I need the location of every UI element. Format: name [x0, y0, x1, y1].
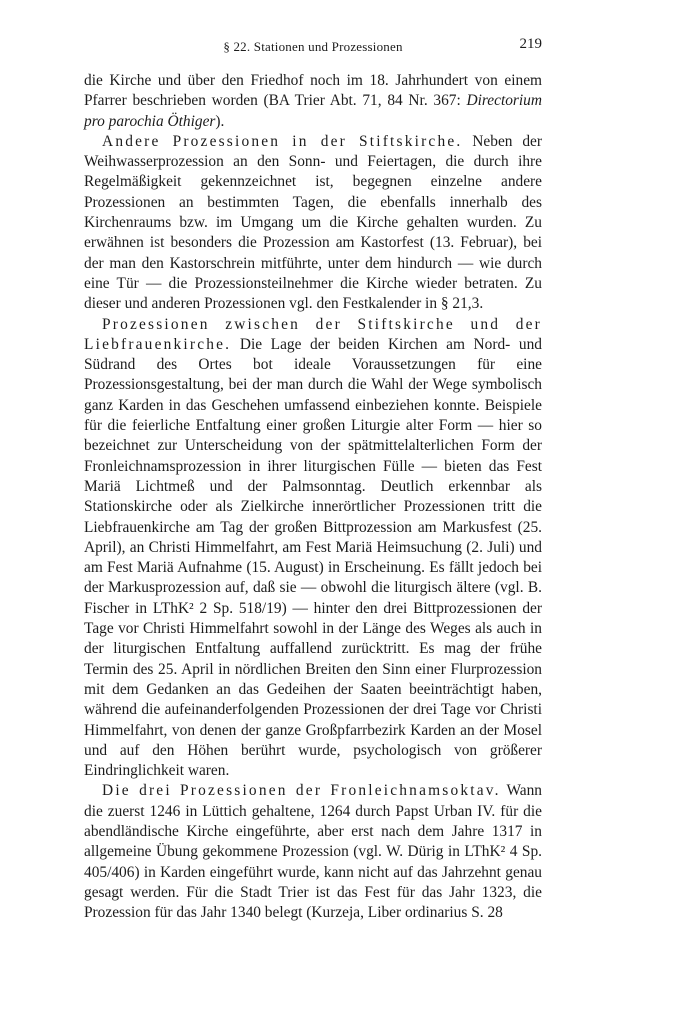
paragraph-text: Wann die zuerst 1246 in Lüttich gehaltene, 1264 durch Papst Urban IV. für die abendländische Kirche eingeführte, aber erst nach dem Jahre 1317 in allgemeine Übung gekommene Prozession (vgl. W. Dürig in LThK² 4 Sp. 405/406) in Karden eingeführt wurde, kann nicht auf das Jahrzehnt genau gesagt werden. Für die Stadt Trier ist das Fest für das Jahr 1323, die Prozession für das Jahr 1340 belegt (Kurzeja, Liber ordinarius S. 28 [84, 782, 543, 922]
italic-title: Directorium pro parochia Öthiger [84, 92, 542, 130]
body-text [84, 71, 542, 923]
page-header [84, 36, 542, 58]
section-heading: Prozessionen zwischen der Stiftskirche und der Liebfrauenkirche. [84, 315, 542, 353]
paragraph [84, 71, 542, 132]
paragraph [84, 781, 542, 923]
running-title: § 22. Stationen und Prozessionen [223, 39, 403, 54]
paragraph-text: Die Lage der beiden Kirchen am Nord- und Südrand des Ortes bot ideale Voraussetzungen für eine Prozessionsgestaltung, bei der man durch die Wahl der Wege symbolisch ganz Karden in das Geschehen umfassend einbeziehen konnte. Beispiele für die feierliche Entfaltung einer großen Liturgie alter Form — hier so bezeichnet zur Unterscheidung von der spätmittelalterlichen Form der Fronleichnamsprozession in ihrer liturgischen Fülle — bieten das Fest Mariä Lichtmeß und der Palmsonntag. Deutlich erkennbar als Stationskirche oder als Zielkirche innerörtlicher Prozessionen tritt die Liebfrauenkirche am Tag der großen Bittprozession am Markusfest (25. April), an Christi Himmelfahrt, am Fest Mariä Heimsuchung (2. Juli) und am Fest Mariä Aufnahme (15. August) in Erscheinung. Es fällt jedoch bei der Markusprozession auf, daß sie — obwohl die liturgisch ältere (vgl. B. Fischer in LThK² 2 Sp. 518/19) — hinter den drei Bittprozessionen der Tage vor Christi Himmelfahrt sowohl in der Länge des Weges als auch in der liturgischen Entfaltung auffallend zurücktritt. Es mag der frühe Termin des 25. April in nördlichen Breiten den Sinn einer Flurprozession mit dem Gedanken an das Gedeihen der Saaten beeinträchtigt haben, während die aufeinanderfolgenden Prozessionen der drei Tage vor Christi Himmelfahrt, von denen der ganze Großpfarrbezirk Karden an der Mosel und auf den Höhen berührt wurde, psychologisch von größerer Eindringlichkeit waren. [84, 335, 542, 780]
page-number: 219 [519, 36, 542, 52]
paragraph [84, 315, 542, 782]
paragraph-text: ). [215, 112, 225, 130]
section-heading: Die drei Prozessionen der Fronleichnamsoktav. [102, 782, 501, 800]
paragraph-text: die Kirche und über den Friedhof noch im 18. Jahrhundert von einem Pfarrer beschrieben worden (BA Trier Abt. 71, 84 Nr. 367: [84, 72, 542, 110]
section-heading: Andere Prozessionen in der Stiftskirche. [102, 132, 463, 150]
paragraph-text: Neben der Weihwasserprozession an den Sonn- und Feiertagen, die durch ihre Regelmäßigkeit gekennzeichnet ist, begegnen einzelne andere Prozessionen an bestimmten Tagen, die ebenfalls innerhalb des Kirchenraums bzw. im Umgang um die Kirche gehalten wurden. Zu erwähnen ist besonders die Prozession am Kastorfest (13. Februar), bei der man den Kastorschrein mitführte, unter dem hindurch — wie durch eine Tür — die Prozessionsteilnehmer die Kirche wieder betraten. Zu dieser und anderen Prozessionen vgl. den Festkalender in § 21,3. [84, 132, 543, 313]
paragraph [84, 132, 542, 315]
